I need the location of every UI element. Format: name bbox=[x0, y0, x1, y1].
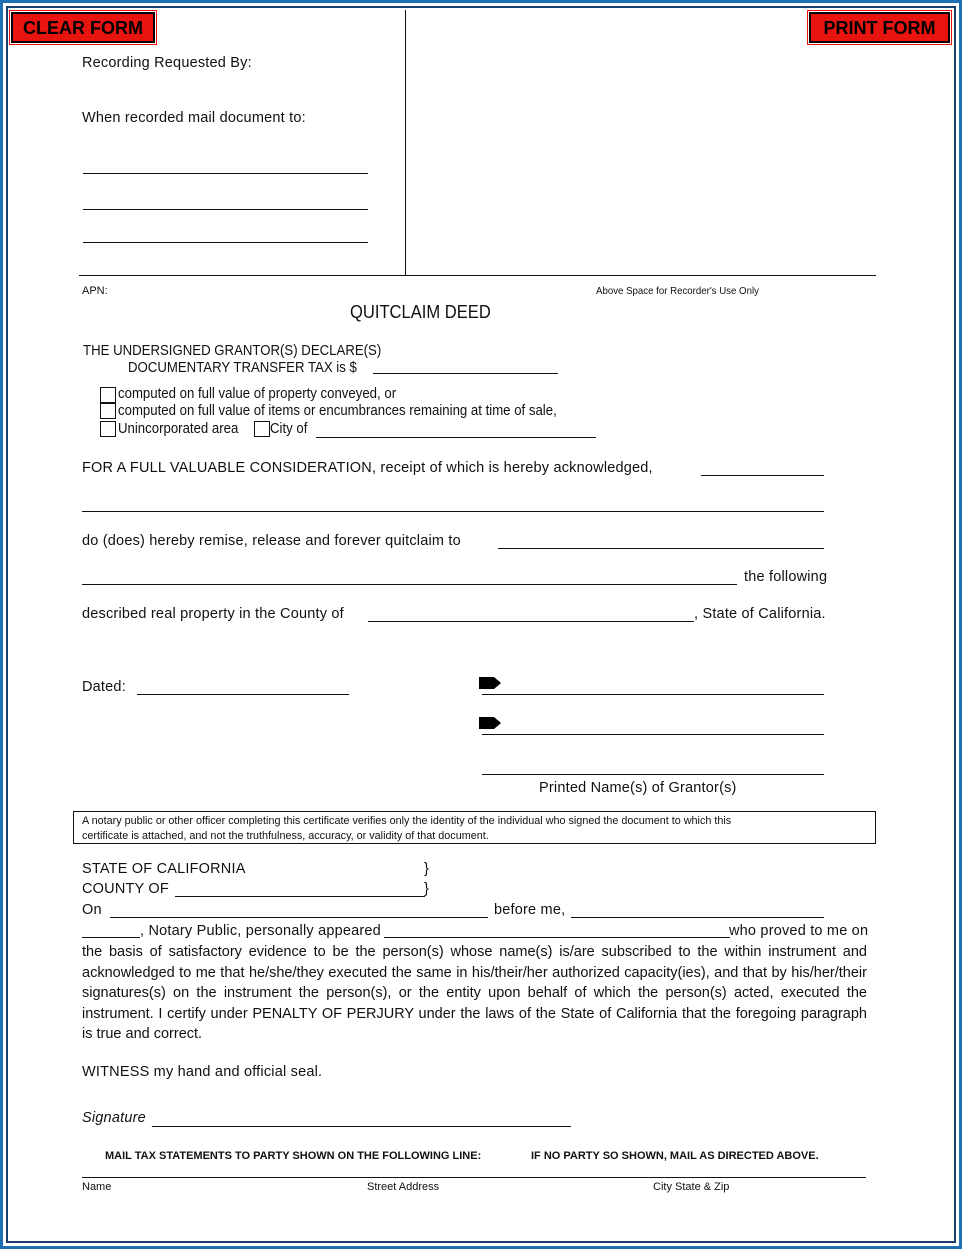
who-proved-label: who proved to me on bbox=[729, 923, 869, 939]
mail-tax-party-field[interactable] bbox=[82, 1177, 866, 1178]
recording-requested-label: Recording Requested By: bbox=[82, 55, 252, 71]
header-bottom-rule bbox=[79, 275, 876, 276]
page-inner-border bbox=[6, 6, 956, 1243]
when-recorded-label: When recorded mail document to: bbox=[82, 110, 306, 126]
notary-disclaimer-line-1: A notary public or other officer completing this certificate verifies only the identity of the individual who signed the document to which this bbox=[82, 815, 732, 827]
grantor-signature-line-2[interactable] bbox=[482, 734, 824, 735]
printed-names-field[interactable] bbox=[482, 774, 824, 775]
notary-name-field-2[interactable] bbox=[82, 937, 140, 938]
mail-to-line-3[interactable] bbox=[83, 242, 368, 243]
sign-here-arrow-icon bbox=[479, 717, 501, 729]
page-title: QUITCLAIM DEED bbox=[350, 302, 491, 322]
grantee-field[interactable] bbox=[498, 548, 824, 549]
witness-label: WITNESS my hand and official seal. bbox=[82, 1064, 323, 1080]
grantor-signature-line-1[interactable] bbox=[482, 694, 824, 695]
transfer-tax-label: DOCUMENTARY TRANSFER TAX is $ bbox=[128, 359, 357, 376]
notary-public-label: , Notary Public, personally appeared bbox=[140, 923, 381, 939]
county-described-label: described real property in the County of bbox=[82, 606, 344, 622]
footer-name-label: Name bbox=[82, 1181, 112, 1193]
footer-street-label: Street Address bbox=[367, 1181, 440, 1193]
checkbox-unincorporated[interactable] bbox=[100, 421, 116, 437]
notary-date-field[interactable] bbox=[110, 917, 488, 918]
mail-to-line-2[interactable] bbox=[83, 209, 368, 210]
state-of-california-label: , State of California. bbox=[694, 606, 826, 622]
state-brace: } bbox=[424, 861, 430, 877]
dated-label: Dated: bbox=[82, 679, 126, 695]
option-encumbrances-label: computed on full value of items or encumbrances remaining at time of sale, bbox=[118, 402, 557, 419]
signature-label: Signature bbox=[82, 1110, 146, 1126]
appeared-person-field[interactable] bbox=[384, 937, 730, 938]
no-party-shown-label: IF NO PARTY SO SHOWN, MAIL AS DIRECTED ABOVE. bbox=[531, 1150, 819, 1162]
clear-form-button[interactable]: CLEAR FORM bbox=[11, 12, 155, 43]
county-of-label: COUNTY OF bbox=[82, 881, 169, 897]
apn-label: APN: bbox=[82, 285, 108, 297]
city-of-field[interactable] bbox=[316, 437, 596, 438]
following-label: the following bbox=[744, 569, 828, 585]
footer-city-label: City State & Zip bbox=[653, 1181, 730, 1193]
transfer-tax-amount-field[interactable] bbox=[373, 373, 558, 374]
mail-to-line-1[interactable] bbox=[83, 173, 368, 174]
recorder-use-label: Above Space for Recorder's Use Only bbox=[596, 285, 759, 297]
print-form-button[interactable]: PRINT FORM bbox=[809, 12, 950, 43]
grantee-field-2[interactable] bbox=[82, 584, 737, 585]
notary-signature-field[interactable] bbox=[152, 1126, 571, 1127]
notary-county-field[interactable] bbox=[175, 896, 425, 897]
county-brace: } bbox=[424, 881, 430, 897]
sign-here-arrow-icon bbox=[479, 677, 501, 689]
option-full-value-label: computed on full value of property conveyed, or bbox=[118, 385, 397, 402]
dated-field[interactable] bbox=[137, 694, 349, 695]
consideration-field[interactable] bbox=[701, 475, 824, 476]
notary-acknowledgment-paragraph: the basis of satisfactory evidence to be the person(s) whose name(s) is/are subscribed to the within instrument and acknowledged to me that he/she/they executed the same in his/their/her authorized capacity(ies), and that by his/her/their signatures(s) on the instrument the person(s), or the entity upon behalf of which the person(s) acted, executed the instrument. I certify under PENALTY OF PERJURY under the laws of the State of California that the foregoing paragraph is true and correct. bbox=[82, 944, 867, 1043]
option-city-of-label: City of bbox=[270, 420, 308, 437]
before-me-label: before me, bbox=[494, 902, 566, 918]
on-label: On bbox=[82, 902, 102, 918]
state-of-california-heading: STATE OF CALIFORNIA bbox=[82, 861, 246, 877]
county-field[interactable] bbox=[368, 621, 694, 622]
printed-names-label: Printed Name(s) of Grantor(s) bbox=[539, 780, 737, 796]
notary-name-field[interactable] bbox=[571, 917, 824, 918]
checkbox-encumbrances[interactable] bbox=[100, 403, 116, 419]
mail-tax-statements-label: MAIL TAX STATEMENTS TO PARTY SHOWN ON THE FOLLOWING LINE: bbox=[105, 1150, 482, 1162]
option-unincorporated-label: Unincorporated area bbox=[118, 420, 239, 437]
consideration-field-2[interactable] bbox=[82, 511, 824, 512]
consideration-label: FOR A FULL VALUABLE CONSIDERATION, receipt of which is hereby acknowledged, bbox=[82, 460, 653, 476]
checkbox-full-value[interactable] bbox=[100, 387, 116, 403]
recorder-divider bbox=[405, 10, 406, 275]
remise-label: do (does) hereby remise, release and forever quitclaim to bbox=[82, 533, 461, 549]
grantor-declare-label: THE UNDERSIGNED GRANTOR(S) DECLARE(S) bbox=[83, 342, 382, 359]
checkbox-city-of[interactable] bbox=[254, 421, 270, 437]
notary-disclaimer-line-2: certificate is attached, and not the truthfulness, accuracy, or validity of that document. bbox=[82, 830, 489, 842]
